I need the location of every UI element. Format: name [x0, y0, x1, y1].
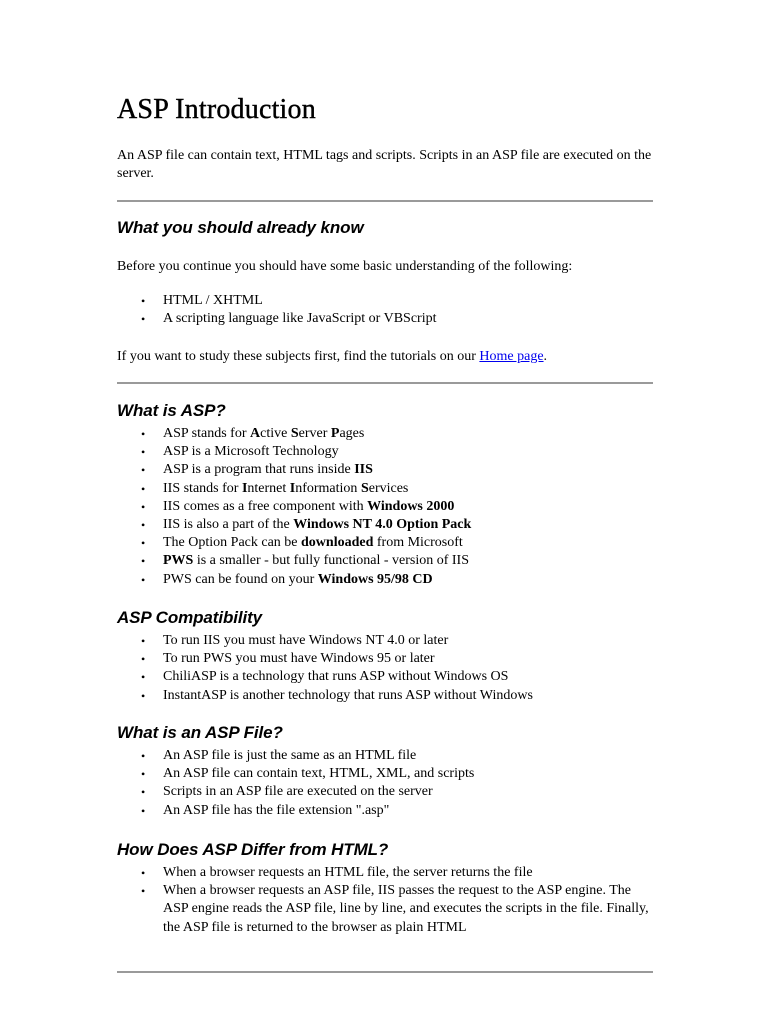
list-item [117, 516, 653, 534]
text: The Option Pack can be [163, 535, 302, 551]
list-item [117, 480, 653, 498]
list-item [117, 571, 653, 589]
text: An ASP file is just the same as an HTML file [163, 748, 417, 763]
list-item: • A scripting language like JavaScript or VBScript [117, 310, 653, 328]
list-item [117, 765, 653, 783]
list-item [117, 534, 653, 552]
bold-text: A [250, 426, 261, 441]
bold-text: PWS [163, 553, 194, 569]
text: When a browser requests an ASP file, IIS passes the request to the ASP engine. The ASP engine reads the ASP file, line by line, and executes the scripts in the file. Finally, the ASP file is returned to the browser as plain HTML [163, 883, 649, 935]
text: ASP is a Microsoft Technology [163, 444, 339, 460]
list-item [117, 425, 653, 443]
bold-text: I [289, 480, 296, 496]
bold-text: downloaded [301, 535, 374, 551]
text: An ASP file can contain text, HTML, XML, and scripts [163, 766, 475, 782]
heading-asp-file: What is an ASP File? [117, 723, 283, 742]
text: InstantASP is another technology that runs ASP without Windows [163, 687, 533, 703]
list-item [117, 461, 653, 479]
list-item [117, 498, 653, 516]
prereq-list [117, 292, 653, 328]
heading-asp-vs-html: How Does ASP Differ from HTML? [117, 840, 389, 859]
home-page-link[interactable]: Home page [479, 349, 544, 364]
bold-text: Windows 95/98 CD [317, 571, 433, 587]
text: from Microsoft [373, 535, 463, 551]
text: To run PWS you must have Windows 95 or later [163, 651, 435, 667]
what-is-asp-list [117, 425, 653, 589]
divider [117, 200, 653, 202]
text: ervices [368, 480, 409, 496]
list-item [117, 632, 653, 650]
bold-text: Windows NT 4.0 Option Pack [293, 517, 472, 533]
outro-period: . [543, 349, 548, 364]
list-item: • HTML / XHTML [117, 292, 653, 310]
text: To run IIS you must have Windows NT 4.0 or later [163, 633, 449, 648]
list-item [117, 668, 653, 686]
compatibility-list [117, 632, 653, 705]
bold-text: Windows 2000 [367, 498, 455, 514]
text: ASP stands for [163, 426, 250, 441]
asp-vs-html-list [117, 864, 653, 937]
text: PWS can be found on your [163, 571, 318, 587]
heading-already-know: What you should already know [117, 218, 364, 237]
asp-file-list [117, 747, 653, 820]
prereq-outro [117, 348, 653, 366]
divider [117, 971, 653, 973]
page-title: ASP Introduction [117, 94, 316, 125]
heading-what-is-asp: What is ASP? [117, 401, 226, 420]
text: erver [298, 426, 331, 441]
bold-text: I [241, 480, 248, 496]
bold-text: S [360, 480, 369, 496]
bold-text: S [290, 426, 299, 441]
text: Scripts in an ASP file are executed on the server [163, 784, 433, 800]
list-item [117, 864, 653, 882]
outro-text: If you want to study these subjects first, find the tutorials on our [117, 349, 480, 364]
list-item [117, 687, 653, 705]
bold-text: IIS [354, 462, 373, 478]
list-item [117, 650, 653, 668]
bold-text: P [330, 426, 340, 441]
text: IIS stands for [163, 480, 242, 496]
text: ctive [260, 426, 291, 441]
text: IIS comes as a free component with [163, 498, 368, 514]
list-item [117, 443, 653, 461]
list-item [117, 747, 653, 765]
prereq-lead: Before you continue you should have some basic understanding of the following: [117, 259, 573, 274]
text: IIS is also a part of the [163, 517, 294, 533]
text: When a browser requests an HTML file, the server returns the file [163, 865, 533, 880]
text: is a smaller - but fully functional - version of IIS [193, 553, 470, 569]
text: An ASP file has the file extension ".asp" [163, 802, 390, 818]
text: ages [339, 426, 365, 441]
list-item [117, 882, 653, 937]
text: nformation [295, 480, 361, 496]
list-item [117, 552, 653, 570]
text: ASP is a program that runs inside [163, 462, 355, 478]
heading-asp-compatibility: ASP Compatibility [117, 608, 263, 627]
text: nternet [247, 480, 290, 496]
divider [117, 382, 653, 384]
intro-paragraph: An ASP file can contain text, HTML tags and scripts. Scripts in an ASP file are executed on the server. [117, 148, 652, 181]
list-item [117, 783, 653, 801]
list-item [117, 802, 653, 820]
text: ChiliASP is a technology that runs ASP without Windows OS [163, 669, 509, 685]
